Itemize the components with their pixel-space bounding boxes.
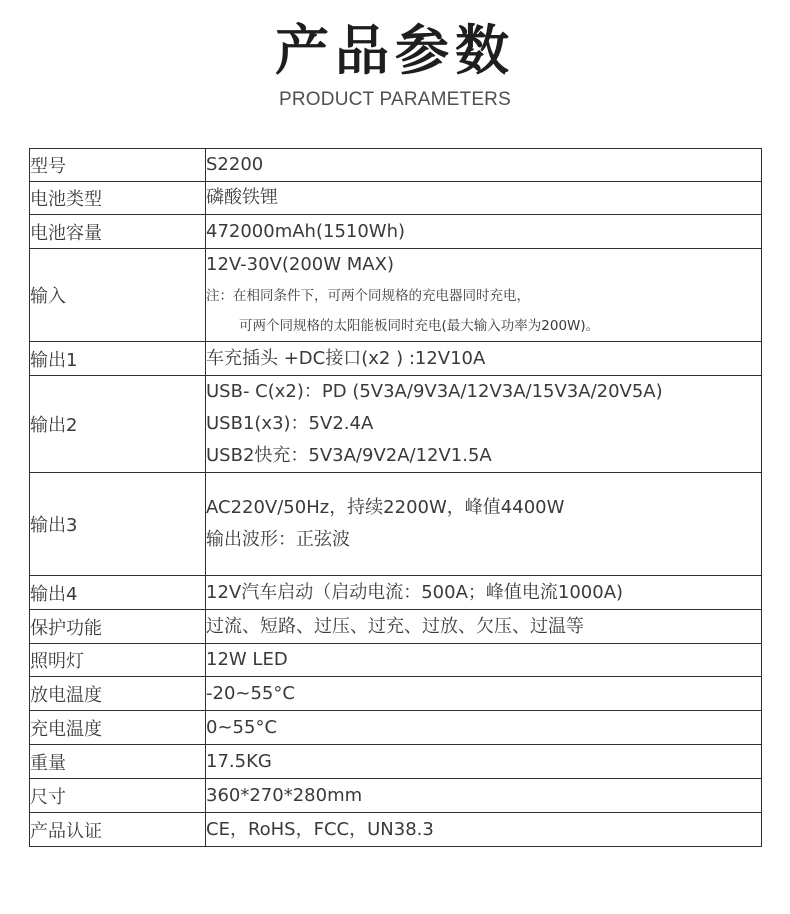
table-row xyxy=(30,745,762,779)
row-label: 电池类型 xyxy=(30,189,102,210)
row-label-cell xyxy=(30,711,206,745)
table-row xyxy=(30,376,762,473)
table-row xyxy=(30,182,762,215)
row-label: 尺寸 xyxy=(30,786,66,808)
row-value-cell xyxy=(206,711,762,745)
page-title: 产品参数 xyxy=(275,19,515,82)
row-label-cell xyxy=(30,376,206,473)
row-label: 电池容量 xyxy=(30,222,102,244)
row-value-cell xyxy=(206,576,762,610)
row-value-cell xyxy=(206,342,762,376)
row-label: 输出4 xyxy=(30,583,78,605)
row-value-line: 17.5KG xyxy=(206,750,272,772)
table-row xyxy=(30,813,762,847)
table-row xyxy=(30,149,762,182)
row-label: 重量 xyxy=(30,752,66,774)
row-value-cell xyxy=(206,644,762,677)
row-label: 照明灯 xyxy=(30,651,84,672)
row-value-line: 360*270*280mm xyxy=(206,784,363,806)
row-note: 注：在相同条件下，可两个同规格的充电器同时充电， xyxy=(206,288,530,304)
row-value-cell xyxy=(206,610,762,644)
row-value-line: 0~55°C xyxy=(206,716,278,738)
row-label-cell xyxy=(30,644,206,677)
row-label: 充电温度 xyxy=(30,718,102,740)
row-label: 输出3 xyxy=(30,515,78,536)
row-value-line: 472000mAh(1510Wh) xyxy=(206,220,406,242)
table-row xyxy=(30,677,762,711)
row-value-line: 12V-30V(200W MAX) xyxy=(206,254,394,275)
row-value-cell xyxy=(206,376,762,473)
row-value-line: 12V汽车启动（启动电流：500A；峰值电流1000A) xyxy=(206,581,624,603)
row-note: 可两个同规格的太阳能板同时充电(最大输入功率为200W)。 xyxy=(239,318,600,334)
table-row xyxy=(30,215,762,249)
row-value-line: S2200 xyxy=(206,154,264,175)
row-label-cell xyxy=(30,576,206,610)
row-value-line: 12W LED xyxy=(206,649,288,670)
table-row xyxy=(30,644,762,677)
row-value-cell xyxy=(206,779,762,813)
row-value-line: 过流、短路、过压、过充、过放、欠压、过温等 xyxy=(206,615,584,637)
row-label-cell xyxy=(30,149,206,182)
row-label: 放电温度 xyxy=(30,684,102,706)
row-value-line: USB- C(x2)：PD (5V3A/9V3A/12V3A/15V3A/20V5A) xyxy=(206,381,663,402)
table-row xyxy=(30,473,762,576)
row-label-cell xyxy=(30,779,206,813)
parameters-table-body xyxy=(30,149,762,847)
row-value-line: USB1(x3)：5V2.4A xyxy=(206,413,374,434)
table-row xyxy=(30,779,762,813)
page-subtitle: PRODUCT PARAMETERS xyxy=(279,89,511,110)
row-label-cell xyxy=(30,473,206,576)
row-label-cell xyxy=(30,745,206,779)
row-label-cell xyxy=(30,610,206,644)
parameters-table xyxy=(29,148,762,847)
row-value-cell xyxy=(206,149,762,182)
table-row xyxy=(30,342,762,376)
row-value-line: CE，RoHS，FCC，UN38.3 xyxy=(206,818,434,840)
row-value-line: 磷酸铁锂 xyxy=(206,187,278,208)
row-value-cell xyxy=(206,182,762,215)
row-label-cell xyxy=(30,342,206,376)
row-value-cell xyxy=(206,473,762,576)
row-label-cell xyxy=(30,215,206,249)
row-value-cell xyxy=(206,813,762,847)
row-label-cell xyxy=(30,249,206,342)
row-value-line: -20~55°C xyxy=(206,682,295,704)
table-row xyxy=(30,610,762,644)
row-value-line: 输出波形：正弦波 xyxy=(206,529,350,550)
row-label: 输出1 xyxy=(30,349,78,371)
row-label-cell xyxy=(30,813,206,847)
table-row xyxy=(30,576,762,610)
row-value-cell xyxy=(206,745,762,779)
row-value-line: 车充插头 +DC接口(x2 ) :12V10A xyxy=(206,347,486,369)
row-label: 型号 xyxy=(30,156,66,177)
row-label: 输出2 xyxy=(30,415,78,436)
table-row xyxy=(30,711,762,745)
row-value-cell xyxy=(206,215,762,249)
row-label: 保护功能 xyxy=(30,617,102,639)
row-label-cell xyxy=(30,182,206,215)
row-value-cell xyxy=(206,677,762,711)
row-value-line: AC220V/50Hz，持续2200W，峰值4400W xyxy=(206,497,565,518)
row-label-cell xyxy=(30,677,206,711)
row-value-cell xyxy=(206,249,762,342)
row-value-line: USB2快充：5V3A/9V2A/12V1.5A xyxy=(206,445,492,466)
row-label: 产品认证 xyxy=(30,820,102,842)
table-row xyxy=(30,249,762,342)
row-label: 输入 xyxy=(30,286,66,307)
